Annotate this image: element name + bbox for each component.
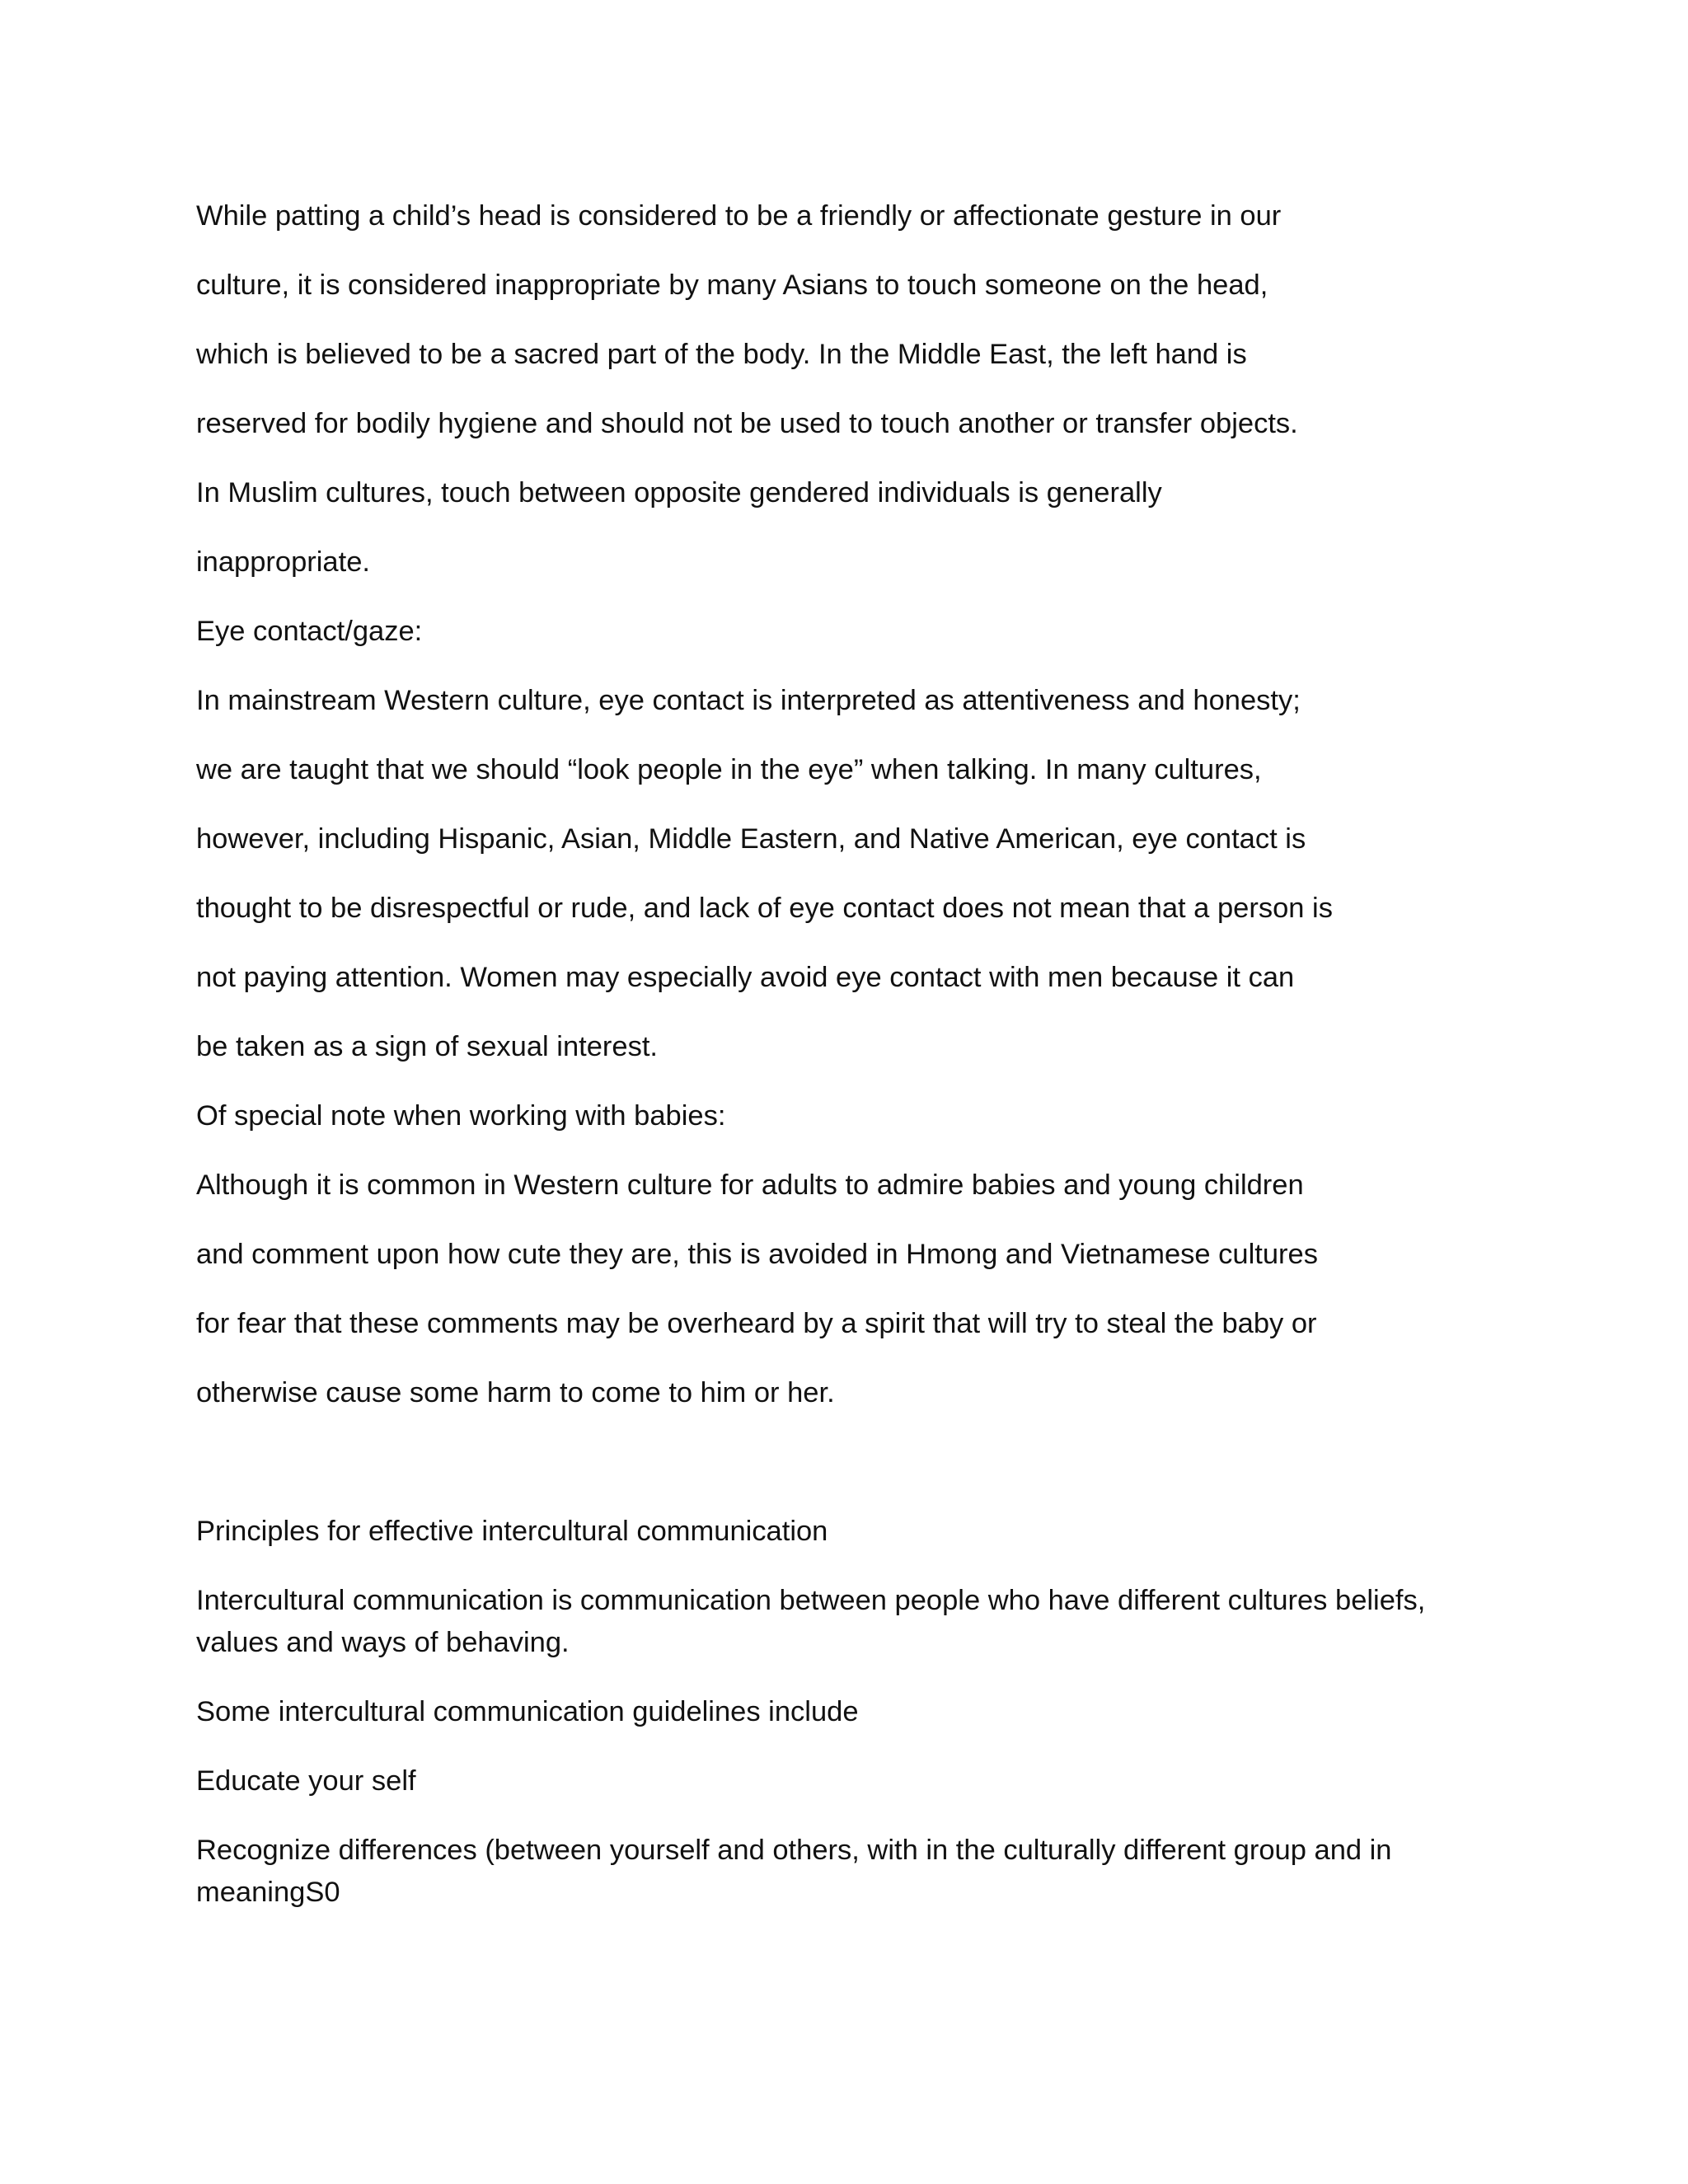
babies-line-3: for fear that these comments may be overheard by a spirit that will try to steal the baby or xyxy=(196,1308,1317,1339)
guideline-recognize-line-1: Recognize differences (between yourself and others, with in the culturally different group and in xyxy=(196,1835,1392,1866)
touch-paragraph-line-5: In Muslim cultures, touch between opposite gendered individuals is generally xyxy=(196,477,1162,509)
touch-paragraph-line-4: reserved for bodily hygiene and should not be used to touch another or transfer objects. xyxy=(196,408,1298,439)
eye-contact-line-1: In mainstream Western culture, eye contact is interpreted as attentiveness and honesty; xyxy=(196,685,1301,716)
principles-heading: Principles for effective intercultural communication xyxy=(196,1516,828,1547)
babies-heading: Of special note when working with babies: xyxy=(196,1100,726,1132)
principles-definition-line-2: values and ways of behaving. xyxy=(196,1627,570,1658)
babies-line-1: Although it is common in Western culture for adults to admire babies and young children xyxy=(196,1169,1304,1201)
touch-paragraph-line-2: culture, it is considered inappropriate by many Asians to touch someone on the head, xyxy=(196,269,1268,301)
touch-paragraph-line-6: inappropriate. xyxy=(196,546,370,578)
touch-paragraph-line-3: which is believed to be a sacred part of the body. In the Middle East, the left hand is xyxy=(196,339,1247,370)
eye-contact-line-4: thought to be disrespectful or rude, and lack of eye contact does not mean that a person is xyxy=(196,893,1333,924)
eye-contact-line-6: be taken as a sign of sexual interest. xyxy=(196,1031,659,1062)
guidelines-intro: Some intercultural communication guidelines include xyxy=(196,1696,859,1727)
principles-definition-line-1: Intercultural communication is communication between people who have different cultures beliefs, xyxy=(196,1585,1426,1616)
eye-contact-heading: Eye contact/gaze: xyxy=(196,616,423,647)
guideline-educate: Educate your self xyxy=(196,1765,416,1797)
babies-line-2: and comment upon how cute they are, this is avoided in Hmong and Vietnamese cultures xyxy=(196,1239,1318,1270)
guideline-recognize-line-2: meaningS0 xyxy=(196,1877,340,1908)
eye-contact-line-3: however, including Hispanic, Asian, Middle Eastern, and Native American, eye contact is xyxy=(196,823,1306,855)
eye-contact-line-5: not paying attention. Women may especially avoid eye contact with men because it can xyxy=(196,962,1295,993)
eye-contact-line-2: we are taught that we should “look people in the eye” when talking. In many cultures, xyxy=(196,754,1262,785)
touch-paragraph-line-1: While patting a child’s head is considered to be a friendly or affectionate gesture in our xyxy=(196,200,1282,232)
babies-line-4: otherwise cause some harm to come to him or her. xyxy=(196,1377,835,1408)
